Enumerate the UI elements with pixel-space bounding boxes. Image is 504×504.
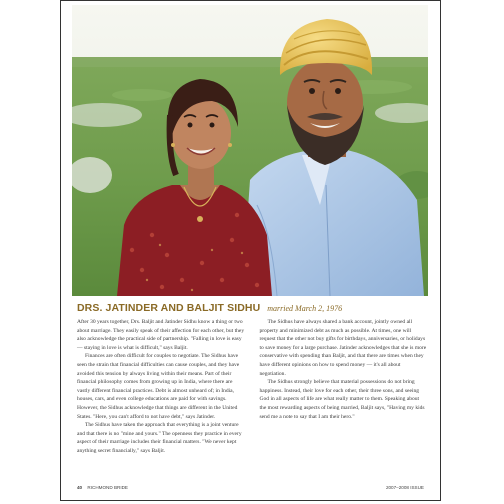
body-paragraph: The Sidhus have always shared a bank account, jointly owned all property and minimized debt as much as possible. At times, one will request that the other not buy gifts for birthdays, anniversaries, or holidays to save money for a large purchase. Jatinder acknowledges that she is more conservative with spending than Baljit, and that there are times when they have different opinions on how to spend money — it's all about negotiation. [259, 319, 427, 377]
article-headline [77, 300, 427, 314]
body-paragraph: After 30 years together, Drs. Baljit and Jatinder Sidhu know a thing or two about marriage. They easily speak of their affection for each other, but they also acknowledge the practical side of partnership. "Falling in love is easy — staying in love is what is difficult," says Baljit. [77, 319, 245, 351]
marriage-date: married March 2, 1976 [267, 304, 343, 313]
couple-names: DRS. JATINDER AND BALJIT SIDHU [77, 302, 261, 314]
couple-photo [72, 5, 428, 296]
couple-photo-illustration [72, 5, 428, 296]
page-footer-right: 2007–2008 ISSUE [385, 485, 424, 490]
article-body [77, 318, 427, 458]
publication-name: RICHMOND BRIDE [87, 485, 128, 490]
magazine-page [60, 0, 441, 501]
body-paragraph: Finances are often difficult for couples to negotiate. The Sidhus have seen the strain that financial difficulties can cause couples, and they have avoided this tension by always living within their means. Part of their financial philosophy comes from growing up in India, where there are vastly different financial practices. Debt is almost unheard of; in India, houses, cars, and even college educations are paid for with savings. However, the Sidhus acknowledge that things are different in the United States. "Here, you can't afford to not have debt," says Jatinder. [77, 353, 240, 420]
body-paragraph: The Sidhus have taken the approach that everything is a joint venture and that there is no "mine and yours." The openness they practice in every aspect of their marriage includes their financial matters. "We never kept anything secret financially," says Baljit. [77, 422, 242, 454]
page-footer-left [77, 485, 128, 490]
body-paragraph: The Sidhus strongly believe that material possessions do not bring happiness. Instead, their love for each other, their three sons, and seeing God in all aspects of life are what really matter to them. Speaking about the most rewarding aspects of being married, Baljit says, "Having my kids send me a note to say that I am their hero." [259, 379, 425, 420]
page-number: 40 [77, 485, 83, 490]
